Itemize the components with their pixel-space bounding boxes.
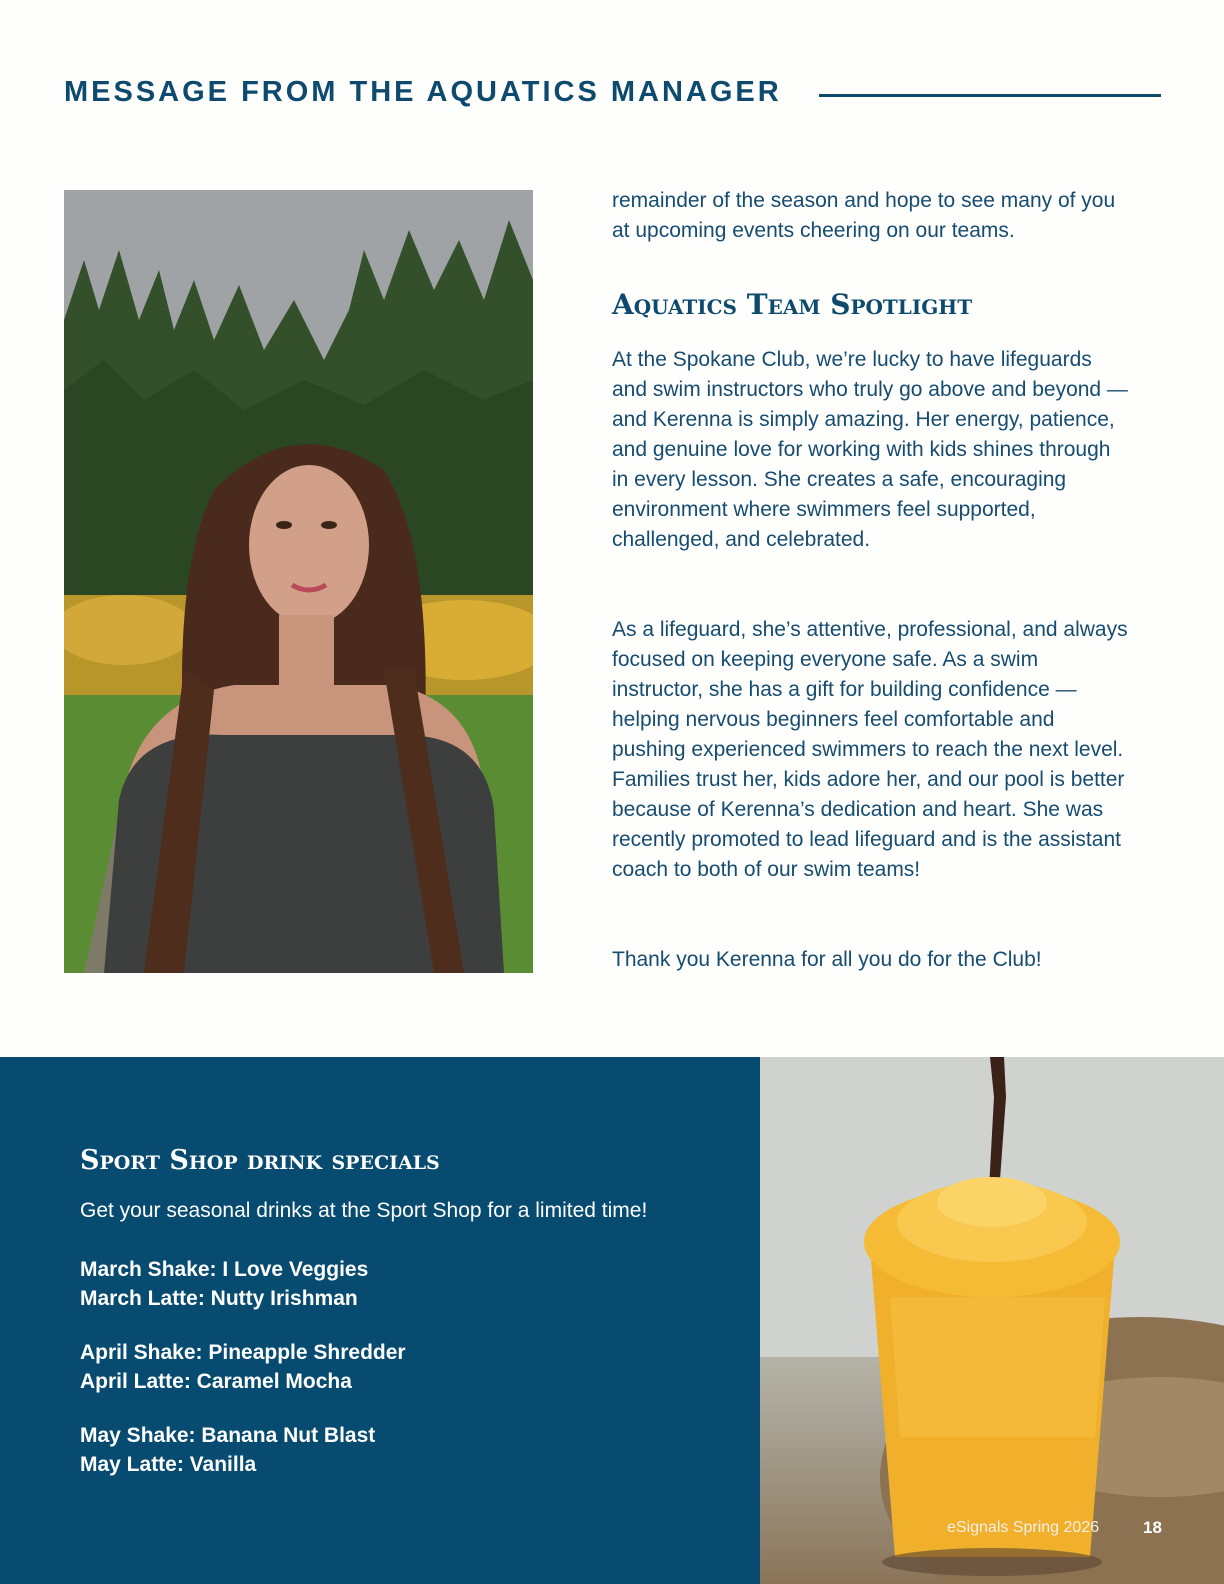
paragraph-text: Thank you Kerenna for all you do for the Club!: [612, 948, 1042, 971]
spotlight-paragraph-2: [612, 615, 1132, 885]
spotlight-paragraph-3: [612, 945, 1132, 975]
drink-specials-list: [80, 1255, 700, 1504]
page-number: 18: [1143, 1518, 1162, 1537]
section-title: MESSAGE FROM THE AQUATICS MANAGER: [64, 76, 782, 108]
spotlight-paragraph-1: [612, 345, 1132, 555]
shake-special: April Shake: Pineapple Shredder: [80, 1341, 406, 1364]
portrait-photo: [64, 190, 533, 973]
sport-shop-intro: Get your seasonal drinks at the Sport Shop for a limited time!: [80, 1199, 648, 1222]
publication-name: eSignals Spring 2026: [947, 1519, 1100, 1536]
latte-special: April Latte: Caramel Mocha: [80, 1370, 352, 1393]
specials-group-march: [80, 1255, 700, 1313]
drink-photo: [760, 1057, 1224, 1584]
paragraph-text: At the Spokane Club, we’re lucky to have lifeguards and swim instructors who truly go above and beyond — and Kerenna is simply amazing. Her energy, patience, and genuine love for working with kids shines through in every lesson. She creates a safe, encouraging environment where swimmers feel supported, challenged, and celebrated.: [612, 348, 1128, 551]
latte-special: March Latte: Nutty Irishman: [80, 1287, 358, 1310]
intro-paragraph: remainder of the season and hope to see many of you at upcoming events cheering on our teams.: [612, 189, 1116, 242]
specials-group-may: [80, 1421, 700, 1479]
paragraph-text: As a lifeguard, she’s attentive, professional, and always focused on keeping everyone safe. As a swim instructor, she has a gift for building confidence — helping nervous beginners feel comfortable and pushing experienced swimmers to reach the next level. Families trust her, kids adore her, and our pool is better because of Kerenna’s dedication and heart. She was recently promoted to lead lifeguard and is the assistant coach to both of our swim teams!: [612, 618, 1128, 881]
latte-special: May Latte: Vanilla: [80, 1453, 257, 1476]
specials-group-april: [80, 1338, 700, 1396]
sport-shop-heading: Sport Shop drink specials: [80, 1145, 440, 1176]
shake-special: May Shake: Banana Nut Blast: [80, 1424, 376, 1447]
spotlight-heading: Aquatics Team Spotlight: [612, 288, 973, 321]
header-divider: [819, 94, 1161, 97]
shake-special: March Shake: I Love Veggies: [80, 1258, 369, 1281]
